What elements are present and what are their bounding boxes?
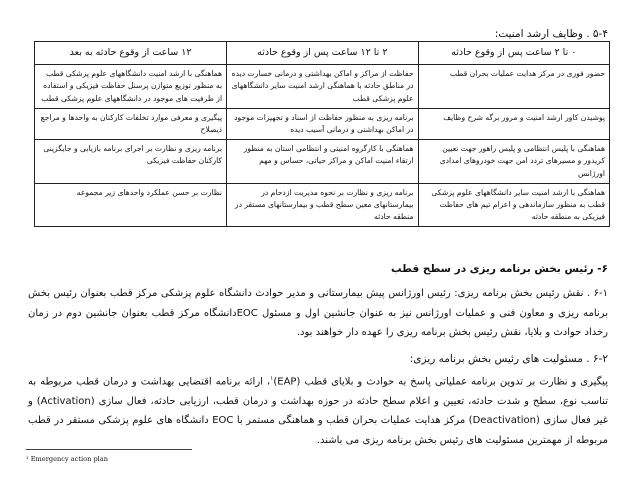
paragraph-6-1: ۶-۱ . نقش رئیس بخش برنامه ریزی: رئیس اورژانس پیش بیمارستانی و مدیر حوادث دانشگاه علوم پزشکی مرکز قطب بعنوان رئیس بخش برنامه ریزی و معاون فنی و عملیات اورژانس نیز به عنوان جانشین اول و مسئول EOCدانشگاه مرکز قطب بعنوان جانشین دوم در زمان رخداد حوادث و بلایا، نقش رئیس بخش برنامه ریزی را عهده دار خواهند بود. <box>28 288 608 338</box>
table-cell: هماهنگی با پلیس انتظامی و پلیس راهور جهت تعیین کریدور و مسیرهای تردد امن جهت خودروهای امدادی اورژانس <box>418 140 609 184</box>
table-row <box>35 65 610 109</box>
table-cell: حضور فوری در مرکز هدایت عملیات بحران قطب <box>418 65 609 109</box>
section6-heading: ۶- رئیس بخش برنامه ریزی در سطح قطب <box>391 263 608 275</box>
paragraph-6-2 <box>28 369 608 450</box>
heading-6-2: ۶-۲ . مسئولیت های رئیس بخش برنامه ریزی: <box>409 353 608 365</box>
footnote-divider <box>26 449 192 450</box>
table-cell: نظارت بر حسن عملکرد واحدهای زیر مجموعه <box>35 183 227 227</box>
table-cell: هماهنگی با ارشد امنیت دانشگاههای علوم پزشکی قطب به منظور توزیع متوازن پرسنل حفاظت فیزیکی و استفاده از ظرفیت های موجود در دانشگاههای علوم پزشکی قطب <box>35 65 227 109</box>
paragraph-6-2-rest: ، ارائه برنامه اقتضایی بهداشت و درمان قطب مربوطه به تناسب نوع، سطح و شدت حادثه، تعیین و اعلام سطح حادثه در حوزه بهداشت و درمان قطب، ارزیابی حادثه، فعال سازی (Activation) و غیر فعال سازی (Deactivation) مرکز هدایت عملیات بحران قطب و هماهنگی مستمر با EOC دانشگاه های علوم پزشکی مستقر در قطب مربوطه از مهمترین مسئولیت های رئیس بخش برنامه ریزی می باشند. <box>28 376 609 446</box>
table-row <box>35 140 610 184</box>
column-header: ۰ تا ۲ ساعت پس از وقوع حادثه <box>418 42 609 65</box>
table-cell: برنامه ریزی و نظارت بر اجرای برنامه بازیابی و جایگزینی کارکنان حفاظت فیزیکی <box>35 140 227 184</box>
footnote-reference: ۱ <box>270 375 274 382</box>
table-cell: حفاظت از مراکز و اماکن بهداشتی و درمانی خسارت دیده در مناطق حادثه با هماهنگی ارشد امنیت سایر دانشگاههای علوم پزشکی قطب <box>227 65 418 109</box>
table-row <box>35 108 610 139</box>
column-header: ۱۲ ساعت از وقوع حادثه به بعد <box>35 42 227 65</box>
table-row <box>35 183 610 227</box>
table-cell: پوشیدن کاور ارشد امنیت و مرور برگه شرح وظایف <box>418 108 609 139</box>
table-cell: پیگیری و معرفی موارد تخلفات کارکنان به واحدها و مراجع ذیصلاح <box>35 108 227 139</box>
footnote: ¹ Emergency action plan <box>26 455 108 463</box>
paragraph-6-2-start: پیگیری و نظارت بر تدوین برنامه عملیاتی پاسخ به حوادث و بلایای قطب (EAP) <box>273 376 608 388</box>
duties-table <box>34 41 610 227</box>
table-cell: برنامه ریزی به منظور حفاظت از اسناد و تجهیزات موجود در اماکن بهداشتی و درمانی آسیب دیده <box>227 108 418 139</box>
section-heading: ۵-۴ . وظایف ارشد امنیت: <box>494 28 608 40</box>
column-header: ۲ تا ۱۲ ساعت پس از وقوع حادثه <box>227 42 418 65</box>
table-cell: هماهنگی با کارگروه امنیتی و انتظامی استان به منظور ارتقاء امنیت اماکن و مراکز حیاتی، حساس و مهم <box>227 140 418 184</box>
table-cell: هماهنگی با ارشد امنیت سایر دانشگاههای علوم پزشکی قطب به منظور سازماندهی و اعزام تیم های حفاظت فیزیکی به منطقه حادثه <box>418 183 609 227</box>
table-cell: برنامه ریزی و نظارت بر نحوه مدیریت ازدحام در بیمارستانهای معین سطح قطب و بیمارستانهای مستقر در منطقه حادثه <box>227 183 418 227</box>
table-header-row <box>35 42 610 65</box>
